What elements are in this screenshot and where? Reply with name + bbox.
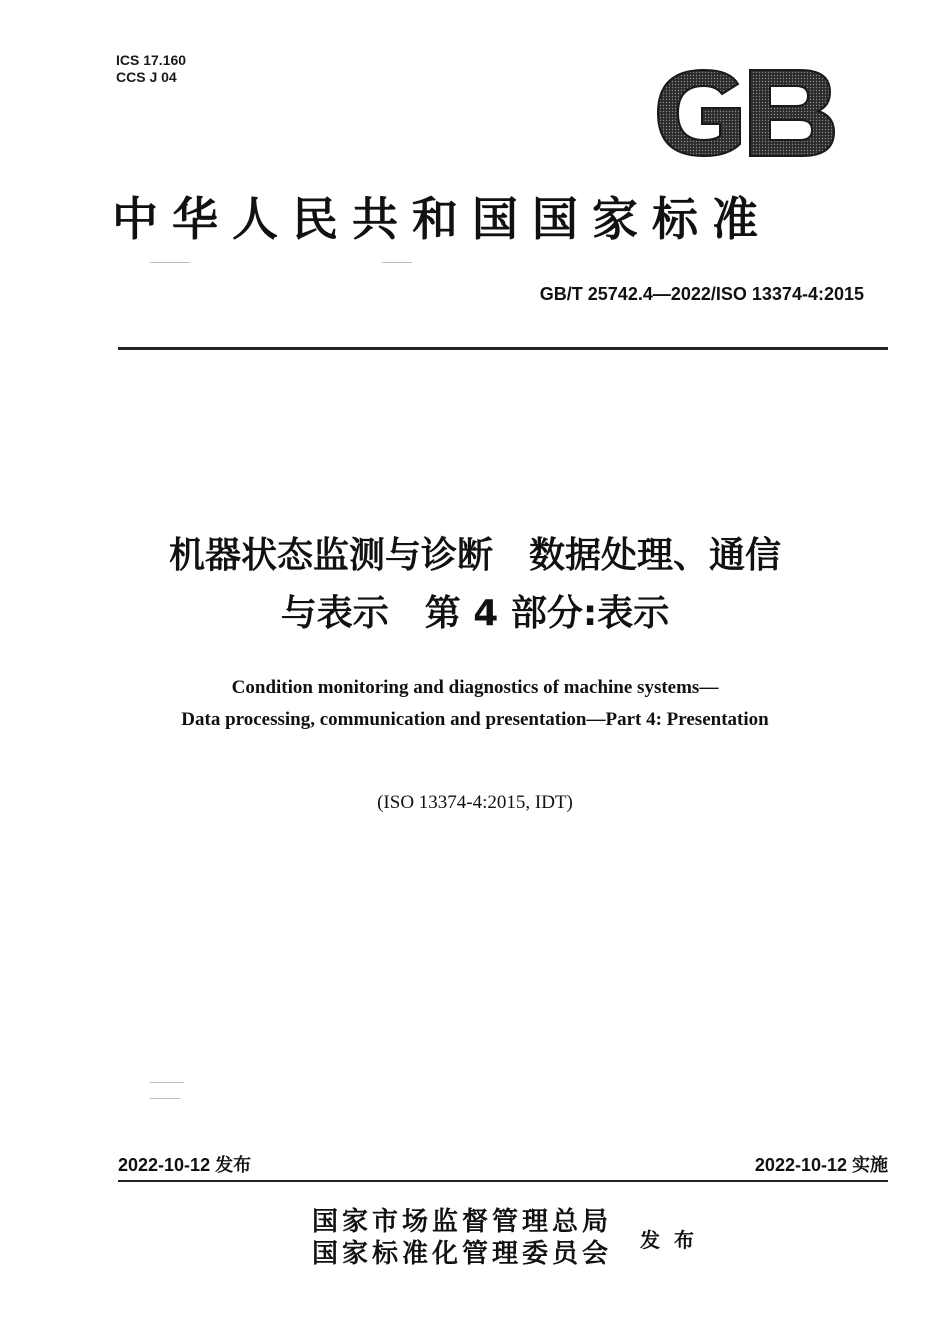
english-title-line2: Data processing, communication and presentation—Part 4: Presentation (181, 709, 769, 730)
chinese-title-line2: 与表示 第 4 部分:表示 (280, 593, 670, 634)
classification-codes (116, 52, 186, 86)
issuing-authorities (312, 1206, 612, 1270)
implementation-date: 2022-10-12 实施 (754, 1155, 888, 1175)
issuer-samr: 国家市场监督管理总局 (312, 1207, 613, 1237)
top-divider (118, 347, 888, 350)
chinese-title-line1: 机器状态监测与诊断 数据处理、通信 (168, 535, 781, 576)
publish-label: 发布 (640, 1228, 708, 1252)
standard-number: GB/T 25742.4—2022/ISO 13374-4:2015 (539, 284, 864, 304)
ics-code: ICS 17.160 (116, 52, 187, 68)
release-date: 2022-10-12 发布 (118, 1155, 252, 1175)
gb-logo-text: GB (650, 62, 652, 63)
bottom-divider (118, 1180, 888, 1182)
national-standard-title: 中华人民共和国国家标准 (112, 192, 772, 246)
ccs-code: CCS J 04 (116, 69, 177, 85)
iso-equivalence: (ISO 13374-4:2015, IDT) (377, 792, 573, 813)
gb-logo (650, 62, 840, 164)
issuer-sac: 国家标准化管理委员会 (312, 1239, 613, 1269)
english-title-line1: Condition monitoring and diagnostics of machine systems— (231, 677, 719, 698)
